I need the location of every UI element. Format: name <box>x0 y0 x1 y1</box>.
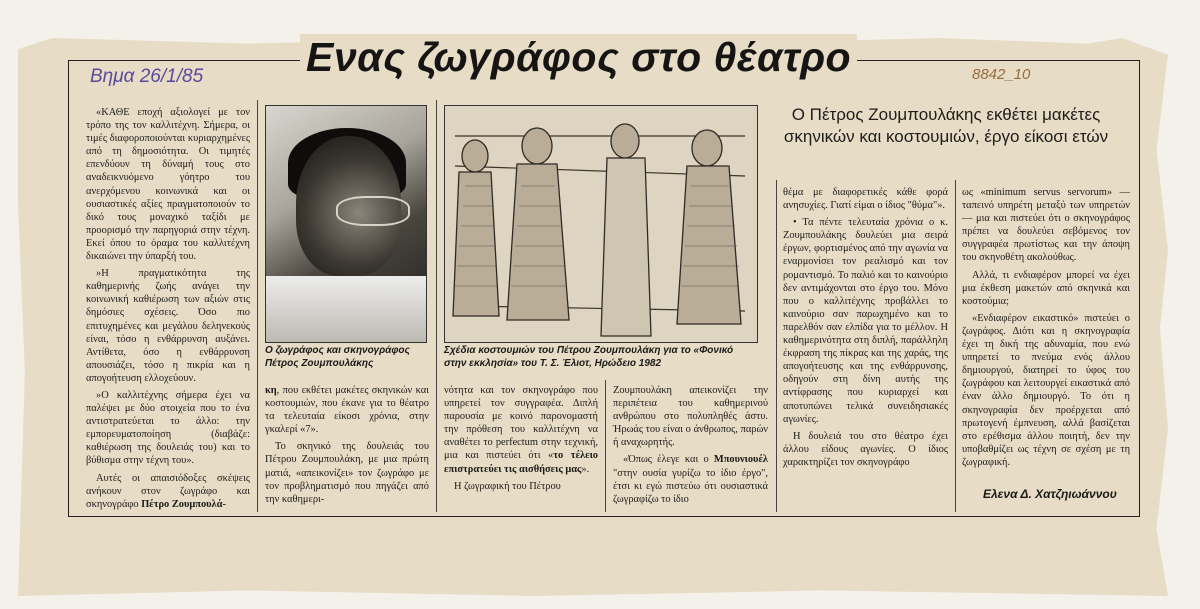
subtitle: Ο Πέτρος Ζουμπουλάκης εκθέτει μακέτες σκηνικών και κοστουμιών, έργο είκοσι ετών <box>783 105 1109 146</box>
bold-name: Πέτρο Ζουμπουλά- <box>141 498 226 510</box>
handwritten-reference: 8842_10 <box>972 66 1031 83</box>
body-column-5 <box>783 186 948 473</box>
paragraph-text: "στην ουσία γυρίζω το ίδιο έργο", έτσι κι εγώ πιστεύω ότι ουσιαστικά ζωγραφίζω το ίδιο <box>613 467 768 505</box>
paragraph: Ζουμπουλάκη απεικονίζει την περιπέτεια του καθημερινού ανθρώπου στο πολυπληθές άστυ. Ήρωάς του είναι ο άνθρωπος, παρών ή αναχωρητής. <box>613 385 768 449</box>
photo-caption: Ο ζωγράφος και σκηνογράφος Πέτρος Ζουμπουλάκης <box>265 345 410 369</box>
paragraph: Η δουλειά του στο θέατρο έχει άλλου είδους αγωνίες. Ο ίδιος χαρακτηρίζει τον σκηνογράφο <box>783 430 948 468</box>
body-column-6 <box>962 186 1130 473</box>
portrait-photo <box>265 105 427 343</box>
paragraph: θέμα με διαφορετικές κάθε φορά ανησυχίες. Γιατί είμαι ο ίδιος "θύμα"». <box>783 187 948 212</box>
paragraph-text: Αυτές οι απαισιόδοξες σκέψεις ανήκουν στον ζωγράφο και σκηνογράφο <box>86 472 250 510</box>
sketch-caption: Σχέδια κοστουμιών του Πέτρου Ζουμπουλάκη για το «Φονικό στην εκκλησία» του Τ. Σ. Έλιοτ, Ηρώδειο 1982 <box>444 345 734 369</box>
paragraph: Το σκηνικό της δουλειάς του Πέτρου Ζουμπουλάκη, με μια πρώτη ματιά, «απεικονίζει» τον ζωγράφο με τον προβληματισμό που πηγάζει από την καθημερι- <box>265 441 429 505</box>
body-column-1 <box>86 106 250 515</box>
column-rule <box>605 380 606 512</box>
paragraph-text: , που εκθέτει μακέτες σκηνικών και κοστουμιών, που έκανε για το θέατρο τα τελευταία είκοσι χρόνια, στην γκαλερί «7». <box>265 385 429 436</box>
paragraph-text: «Όπως έλεγε και ο <box>623 454 714 466</box>
paragraph <box>86 472 250 511</box>
costume-sketch-image <box>444 105 758 343</box>
paragraph: Αλλά, τι ενδιαφέρον μπορεί να έχει μια έκθεση μακετών από σκηνικά και κοστούμια; <box>962 269 1130 307</box>
column-rule <box>257 100 258 512</box>
paragraph: ως «minimum servus servorum» — ταπεινό υπηρέτη μεταξύ των υπηρετών — μια και πιστεύει ότι ο σκηνογράφος πρέπει να δουλεύει σεβόμενος τον συγγραφέα πρωτίστως και την άποψη του σκηνοθέτη ακολούθως. <box>962 187 1130 264</box>
paragraph-text: ». <box>581 463 590 475</box>
paragraph: «Ενδιαφέρον εικαστικό» πιστεύει ο ζωγράφος. Διότι και η σκηνογραφία έχει τη δική της αδυναμία, που ενώ υπηρετεί το πνεύμα ενός άλλου δημιουργού, διατηρεί το ύφος του ζωγράφου και λειτουργεί εικαστικά από έναν άλλο δημιουργό. Το ότι η σκηνογραφία δεν προέρχεται από πρωτογενή έμπνευση, αλλά βασίζεται στο ερέθισμα άλλου ποιητή, δεν την υποβαθμίζει ως τέχνη σε σχέση με τη ζωγραφική. <box>962 312 1130 468</box>
paragraph: Η ζωγραφική του Πέτρου <box>454 480 561 492</box>
headline: Ενας ζωγράφος στο θέατρο <box>300 34 857 81</box>
paragraph: • Τα πέντε τελευταία χρόνια ο κ. Ζουμπουλάκης δουλεύει μια σειρά έργων, φορτισμένος από την αγωνία να εναρμονίσει τον ρεαλισμό και τον ρομαντισμό. Το παλιό και το καινούριο δεν αντιμάχονται στο έργο του. Μόνο που ο καλλιτέχνης προβάλλει το καινούριο σαν παρωχημένο και το παρελθόν σαν ελπίδα για το μέλλον. Η καθημερινότητα στη διπλή, παράλληλη έκφραση της πίκρας και της χαράς, της απογοήτευσης και της ενθάρρυνσης, οδηγούν στη δίνη αυτής της αντίφρασης που κυριαρχεί και αποτυπώνει τελικά συνειδησιακές αγωνίες. <box>783 217 948 425</box>
paragraph <box>613 453 768 505</box>
paragraph <box>444 384 598 476</box>
body-column-3 <box>444 384 598 497</box>
paragraph-text: νότητα και τον σκηνογράφο που υπηρετεί τον συγγραφέα. Διπλή παρουσία με κοινό παρονομαστή την πρόθεση του καλλιτέχνη να αναθέτει το perfectum στην τεχνική, μια και πιστεύει ότι « <box>444 385 598 462</box>
paragraph: »Η πραγματικότητα της καθημερινής ζωής ανάγει την κοινωνική καθιέρωση των αξιών στις δημόσιες σχέσεις. Όσο πιο επιτυχημένες και μεγάλου δεληνεκούς είναι, τόσο η ενθάρρυνση αυξάνει. Αντίθετα, όσο η ενθάρρυνση απουσιάζει, τόσο η πικρία και η απογοήτευση ελλοχεύουν. <box>86 268 250 384</box>
body-column-4 <box>613 384 768 510</box>
column-rule <box>436 100 437 512</box>
body-column-2 <box>265 384 429 510</box>
paragraph <box>265 384 429 436</box>
column-rule <box>776 180 777 512</box>
bold-quote: το τέλειο επιστρατεύει τις αισθήσεις μας <box>444 450 598 475</box>
column-rule <box>955 180 956 512</box>
bold-name: Μπουνιουέλ <box>713 454 768 466</box>
handwritten-date: Βημα 26/1/85 <box>90 66 204 87</box>
paragraph: »Ο καλλιτέχνης σήμερα έχει να παλέψει με δύο στοιχεία που το ένα αντιστρατεύεται το άλλο: την εμπορευματοποίηση (διαβάζε: καθιέρωση της δουλειάς του) και το βύθισμα στην τέχνη του». <box>86 389 250 467</box>
paragraph: «ΚΑΘΕ εποχή αξιολογεί με τον τρόπο της τον καλλιτέχνη. Σήμερα, οι τιμές διαφοροποιούνται κυριαρχημένες από τη δημοσιότητα. Οι τιμητές επενδύουν τη δύναμή τους στο αναδεικνυόμενο γόητρο του ανερχόμενου κοινωνικά και οι ουσιαστικές αξίες πραγματοποιούν το δικό τους μοναχικό ταξίδι με προορισμό την παρηγοριά στην τέχνη. Εκεί όπου το όραμα του καλλιτέχνη δικαιώνει την ύπαρξή του. <box>86 107 250 263</box>
bold-name: κη <box>265 385 277 396</box>
author-byline: Ελενα Δ. Χατζηιωάννου <box>983 487 1117 501</box>
